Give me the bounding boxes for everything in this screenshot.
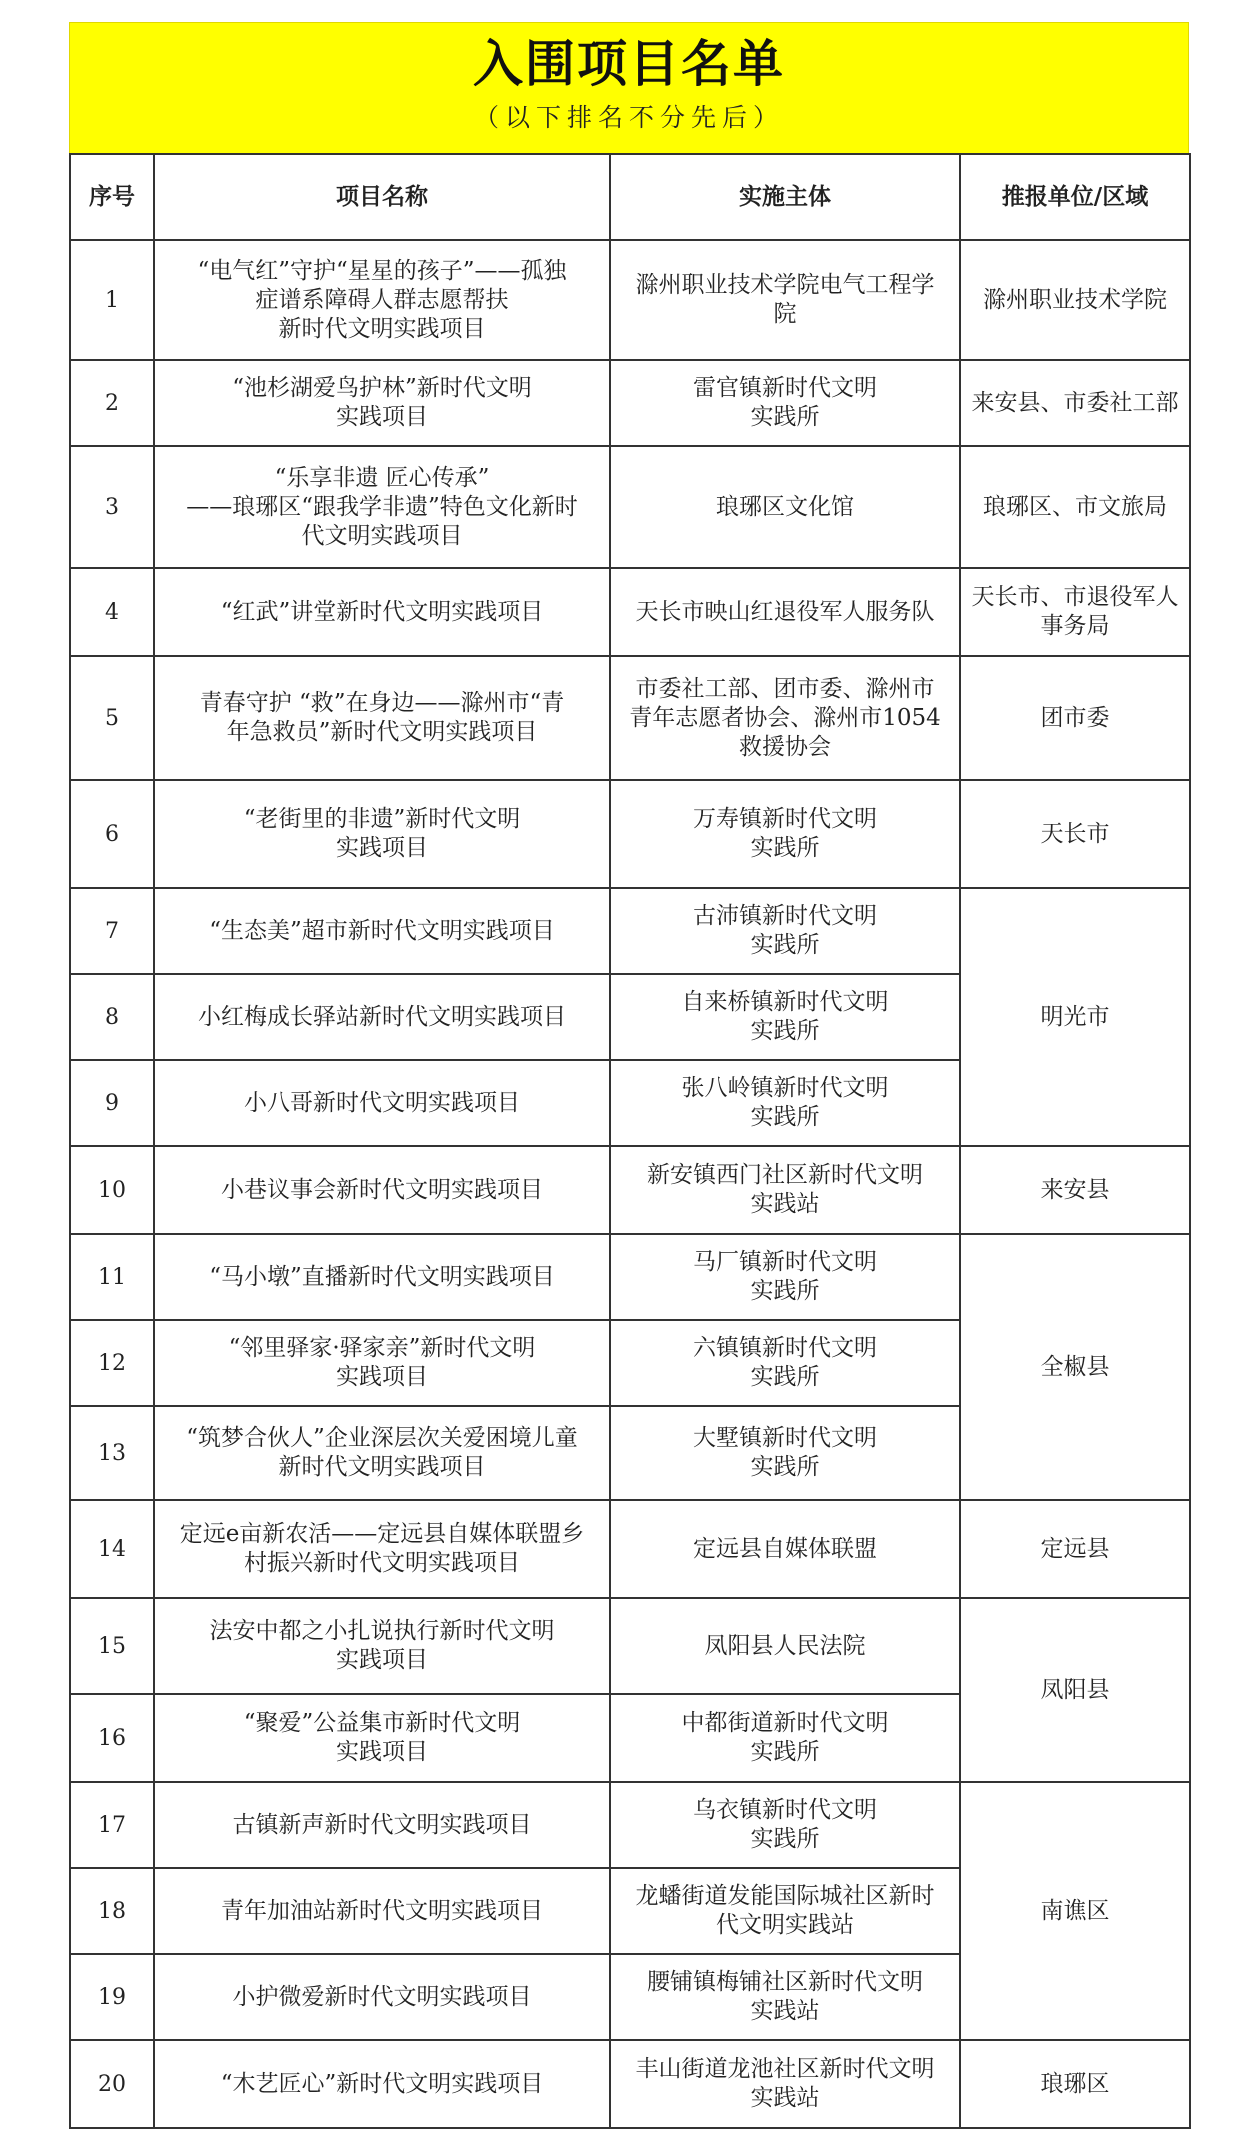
implementer-cell-line: 实践所 [750,1739,820,1765]
table-row [70,360,1190,446]
region-cell [960,656,1190,780]
implementer-cell-line: 实践站 [750,1191,820,1217]
row-number: 15 [70,1598,154,1694]
region-cell [960,2040,1190,2128]
project-name-cell-line: 新时代文明实践项目 [278,1454,486,1480]
project-name-cell [154,1234,610,1320]
page-title: 入围项目名单 [473,35,785,93]
project-name-cell-line: “乐享非遗 匠心传承” [274,464,490,491]
project-name-cell-line: 村振兴新时代文明实践项目 [244,1550,520,1576]
project-name-cell [154,446,610,568]
implementer-cell-line: 市委社工部、团市委、滁州市 [635,675,935,702]
project-name-cell [154,568,610,656]
project-name-cell [154,1694,610,1782]
row-number: 13 [70,1406,154,1500]
implementer-cell-line: 实践所 [750,1018,820,1044]
project-name-cell-line: 小八哥新时代文明实践项目 [244,1089,520,1116]
implementer-cell [610,888,960,974]
region-cell-line: 事务局 [1040,613,1110,639]
row-number: 5 [70,656,154,780]
implementer-cell [610,1500,960,1598]
implementer-cell-line: 代文明实践站 [716,1912,854,1938]
table-row [70,888,1190,974]
column-header-project-name: 项目名称 [154,154,610,240]
project-name-cell [154,1500,610,1598]
project-name-cell [154,1868,610,1954]
project-name-cell [154,1598,610,1694]
region-cell-line: 滁州职业技术学院 [983,286,1167,313]
implementer-cell-line: 腰铺镇梅铺社区新时代文明 [647,1969,923,1995]
implementer-cell-line: 实践所 [750,1364,820,1390]
row-number: 9 [70,1060,154,1146]
region-cell [960,1598,1190,1782]
project-name-cell-line: 年急救员”新时代文明实践项目 [226,719,538,745]
region-cell [960,780,1190,888]
project-name-cell [154,780,610,888]
implementer-cell-line: 院 [773,301,797,327]
project-name-cell-line: 小红梅成长驿站新时代文明实践项目 [198,1003,566,1030]
implementer-cell [610,1598,960,1694]
project-name-cell-line: 实践项目 [336,1739,428,1765]
column-header-region: 推报单位/区域 [960,154,1190,240]
implementer-cell [610,1406,960,1500]
project-name-cell-line: 实践项目 [336,1364,428,1390]
implementer-cell-line: 实践站 [750,1998,820,2024]
implementer-cell-line: 青年志愿者协会、滁州市1054 [629,704,941,731]
row-number: 3 [70,446,154,568]
implementer-cell [610,1146,960,1234]
implementer-cell-line: 实践所 [750,1454,820,1480]
project-name-cell [154,1782,610,1868]
project-name-cell [154,1146,610,1234]
table-row [70,2040,1190,2128]
implementer-cell [610,1234,960,1320]
implementer-cell [610,974,960,1060]
implementer-cell-line: 实践站 [750,2085,820,2111]
implementer-cell-line: 张八岭镇新时代文明 [681,1075,889,1101]
project-name-cell-line: “邻里驿家·驿家亲”新时代文明 [228,1335,536,1361]
region-cell-line: 南谯区 [1040,1897,1110,1924]
implementer-cell-line: 定远县自媒体联盟 [693,1535,877,1562]
project-name-cell-line: 古镇新声新时代文明实践项目 [232,1811,532,1838]
implementer-cell [610,1868,960,1954]
row-number: 8 [70,974,154,1060]
implementer-cell-line: 新安镇西门社区新时代文明 [647,1162,923,1188]
project-name-cell-line: 实践项目 [336,835,428,861]
project-name-cell [154,888,610,974]
row-number: 4 [70,568,154,656]
project-name-cell-line: 实践项目 [336,1647,428,1673]
project-name-cell-line: 症谱系障碍人群志愿帮扶 [255,286,509,313]
implementer-cell-line: 琅琊区文化馆 [716,493,854,520]
region-cell [960,1146,1190,1234]
implementer-cell [610,360,960,446]
table-header-row [70,154,1190,240]
project-name-cell-line: 代文明实践项目 [301,522,463,549]
implementer-cell-line: 马厂镇新时代文明 [693,1249,877,1275]
table-row [70,446,1190,568]
project-name-cell-line: 定远e亩新农活——定远县自媒体联盟乡 [179,1521,585,1547]
project-name-cell-line: “池杉湖爱鸟护林”新时代文明 [232,375,532,401]
project-name-cell-line: “聚爱”公益集市新时代文明 [243,1710,521,1736]
row-number: 11 [70,1234,154,1320]
region-cell-line: 来安县、市委社工部 [971,389,1179,416]
implementer-cell-line: 天长市映山红退役军人服务队 [635,598,935,625]
project-name-cell-line: 小巷议事会新时代文明实践项目 [221,1176,543,1203]
row-number: 1 [70,240,154,360]
row-number: 2 [70,360,154,446]
table-body [70,240,1190,2128]
project-name-cell-line: 青春守护 “救”在身边——滁州市“青 [199,690,565,716]
implementer-cell-line: 实践所 [750,1826,820,1852]
project-name-cell [154,1954,610,2040]
row-number: 16 [70,1694,154,1782]
project-name-cell-line: ——琅琊区“跟我学非遗”特色文化新时 [186,493,578,520]
region-cell [960,360,1190,446]
region-cell-line: 全椒县 [1040,1353,1110,1380]
region-cell-line: 团市委 [1040,704,1110,731]
project-name-cell-line: 青年加油站新时代文明实践项目 [221,1897,543,1924]
project-name-cell-line: 小护微爱新时代文明实践项目 [232,1983,532,2010]
implementer-cell [610,1694,960,1782]
region-cell [960,446,1190,568]
implementer-cell-line: 救援协会 [739,733,831,760]
table-row [70,656,1190,780]
table-row [70,780,1190,888]
implementer-cell [610,240,960,360]
project-name-cell [154,1060,610,1146]
implementer-cell-line: 自来桥镇新时代文明 [681,989,889,1015]
project-name-cell [154,360,610,446]
column-header-implementer: 实施主体 [610,154,960,240]
project-name-cell-line: “木艺匠心”新时代文明实践项目 [220,2070,544,2097]
project-name-cell [154,1320,610,1406]
table-row [70,1782,1190,1868]
project-name-cell-line: 实践项目 [336,404,428,430]
implementer-cell [610,656,960,780]
region-cell-line: 琅琊区 [1040,2070,1110,2097]
implementer-cell-line: 雷官镇新时代文明 [693,375,877,401]
row-number: 6 [70,780,154,888]
project-name-cell-line: “老街里的非遗”新时代文明 [243,806,521,832]
region-cell [960,1234,1190,1500]
region-cell-line: 天长市 [1040,820,1110,847]
project-name-cell-line: “红武”讲堂新时代文明实践项目 [220,598,544,625]
row-number: 14 [70,1500,154,1598]
table-row [70,1234,1190,1320]
project-name-cell [154,656,610,780]
implementer-cell-line: 六镇镇新时代文明 [693,1335,877,1361]
implementer-cell-line: 丰山街道龙池社区新时代文明 [635,2056,935,2082]
implementer-cell [610,1782,960,1868]
project-name-cell-line: “马小墩”直播新时代文明实践项目 [209,1263,555,1290]
region-cell-line: 凤阳县 [1040,1676,1110,1703]
implementer-cell [610,446,960,568]
table-row [70,1598,1190,1694]
region-cell-line: 定远县 [1040,1535,1110,1562]
column-header-number: 序号 [70,154,154,240]
row-number: 19 [70,1954,154,2040]
project-name-cell [154,2040,610,2128]
project-name-cell-line: “筑梦合伙人”企业深层次关爱困境儿童 [186,1425,578,1451]
implementer-cell-line: 中都街道新时代文明 [681,1710,889,1736]
implementer-cell-line: 实践所 [750,835,820,861]
implementer-cell-line: 实践所 [750,1104,820,1130]
project-name-cell [154,1406,610,1500]
implementer-cell [610,2040,960,2128]
project-list-table [69,153,1191,2129]
project-name-cell [154,974,610,1060]
table-row [70,1146,1190,1234]
implementer-cell-line: 实践所 [750,1278,820,1304]
project-name-cell-line: “生态美”超市新时代文明实践项目 [209,917,555,944]
row-number: 18 [70,1868,154,1954]
table-row [70,1500,1190,1598]
title-banner [69,22,1189,153]
region-cell [960,240,1190,360]
document-sheet [69,22,1189,2129]
implementer-cell-line: 实践所 [750,404,820,430]
region-cell [960,888,1190,1146]
region-cell [960,1782,1190,2040]
row-number: 10 [70,1146,154,1234]
implementer-cell-line: 滁州职业技术学院电气工程学 [635,272,935,298]
region-cell-line: 天长市、市退役军人 [971,584,1179,610]
project-name-cell-line: 法安中都之小扎说执行新时代文明 [209,1618,555,1644]
implementer-cell-line: 龙蟠街道发能国际城社区新时 [635,1883,935,1909]
implementer-cell-line: 凤阳县人民法院 [704,1632,866,1659]
implementer-cell-line: 大墅镇新时代文明 [693,1425,877,1451]
implementer-cell [610,780,960,888]
project-name-cell-line: 新时代文明实践项目 [278,315,486,342]
region-cell [960,1500,1190,1598]
table-row [70,240,1190,360]
page-subtitle: （以下排名不分先后） [473,103,784,132]
implementer-cell [610,568,960,656]
implementer-cell [610,1320,960,1406]
implementer-cell-line: 万寿镇新时代文明 [693,806,877,832]
region-cell-line: 来安县 [1040,1176,1110,1203]
row-number: 12 [70,1320,154,1406]
region-cell-line: 琅琊区、市文旅局 [983,493,1167,520]
table-row [70,568,1190,656]
row-number: 7 [70,888,154,974]
region-cell [960,568,1190,656]
implementer-cell-line: 古沛镇新时代文明 [693,903,877,929]
row-number: 20 [70,2040,154,2128]
region-cell-line: 明光市 [1040,1003,1110,1030]
implementer-cell [610,1954,960,2040]
project-name-cell [154,240,610,360]
row-number: 17 [70,1782,154,1868]
implementer-cell [610,1060,960,1146]
implementer-cell-line: 实践所 [750,932,820,958]
implementer-cell-line: 乌衣镇新时代文明 [693,1797,877,1823]
project-name-cell-line: “电气红”守护“星星的孩子”——孤独 [197,257,567,284]
